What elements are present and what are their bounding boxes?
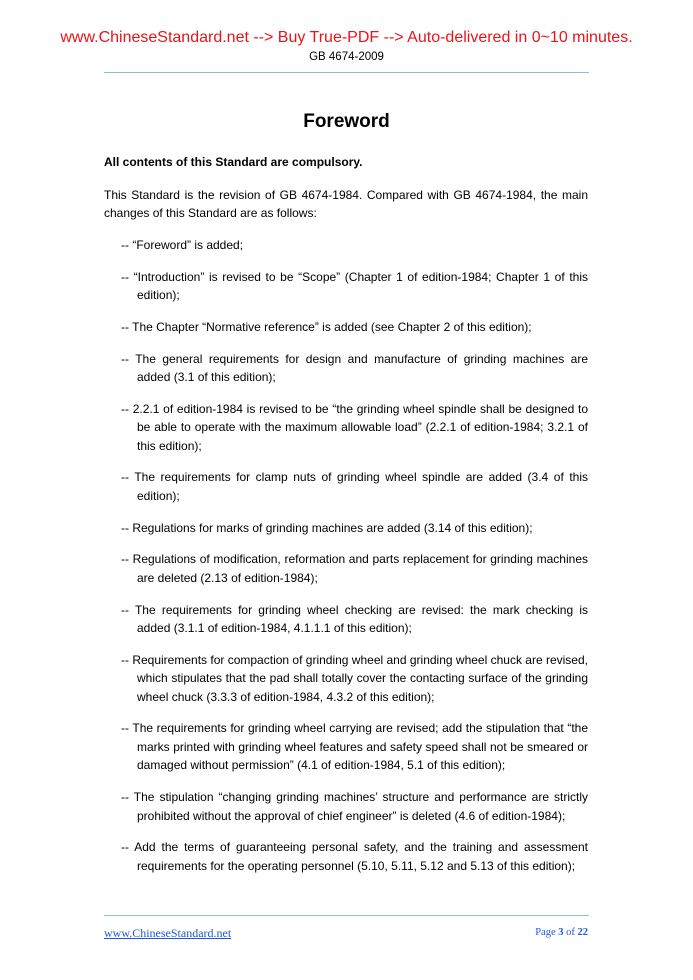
change-item: -- The requirements for grinding wheel carrying are revised; add the stipulation that “the marks printed with grinding wheel features and safety speed shall not be smeared or damaged without permission” (4.1 of edition-1984, 5.1 of this edition); xyxy=(121,721,588,773)
change-item: -- Requirements for compaction of grinding wheel and grinding wheel chuck are revised, which stipulates that the pad shall totally cover the contacting surface of the grinding wheel chuck (3.3.3 of edition-1984, 4.3.2 of this edition); xyxy=(121,652,588,704)
change-item: -- The requirements for grinding wheel checking are revised: the mark checking is added (3.1.1 of edition-1984, 4.1.1.1 of this edition); xyxy=(121,602,588,635)
change-item: -- “Foreword” is added; xyxy=(121,238,244,252)
intro-paragraph: This Standard is the revision of GB 4674-1984. Compared with GB 4674-1984, the main changes of this Standard are as follows: xyxy=(104,187,588,220)
footer-website-link[interactable]: www.ChineseStandard.net xyxy=(104,926,232,940)
change-item: -- The stipulation “changing grinding machines’ structure and performance are strictly prohibited without the approval of chief engineer” is deleted (4.6 of edition-1984); xyxy=(121,790,588,823)
change-item: -- Add the terms of guaranteeing personal safety, and the training and assessment requirements for the operating personnel (5.10, 5.11, 5.12 and 5.13 of this edition); xyxy=(121,840,588,873)
page-title: Foreword xyxy=(303,111,390,132)
change-item: -- Regulations of modification, reformation and parts replacement for grinding machines are deleted (2.13 of edition-1984); xyxy=(121,552,588,585)
foreword-body xyxy=(104,153,588,888)
page-current: 3 xyxy=(558,927,564,938)
compulsory-statement: All contents of this Standard are compulsory. xyxy=(104,155,363,169)
page-total: 22 xyxy=(577,927,588,938)
header-divider xyxy=(104,72,589,73)
page-word: Page xyxy=(535,927,556,938)
change-item: -- The general requirements for design and manufacture of grinding machines are added (3.1 of this edition); xyxy=(121,351,588,385)
page-of: of xyxy=(566,927,575,938)
header-banner[interactable]: www.ChineseStandard.net --> Buy True-PDF --> Auto-delivered in 0~10 minutes. xyxy=(60,29,633,46)
change-item: -- Regulations for marks of grinding machines are added (3.14 of this edition); xyxy=(121,520,533,535)
footer-divider xyxy=(104,915,589,916)
change-item: -- “Introduction” is revised to be “Scope” (Chapter 1 of edition-1984; Chapter 1 of this edition); xyxy=(121,269,588,303)
change-item: -- 2.2.1 of edition-1984 is revised to be “the grinding wheel spindle shall be designed to be able to operate with the maximum allowable load” (2.2.1 of edition-1984; 3.2.1 of this edition); xyxy=(121,401,588,453)
change-item: -- The requirements for clamp nuts of grinding wheel spindle are added (3.4 of this edition); xyxy=(121,470,588,503)
change-item: -- The Chapter “Normative reference” is added (see Chapter 2 of this edition); xyxy=(121,319,532,334)
page-indicator xyxy=(535,927,588,938)
standard-number: GB 4674-2009 xyxy=(309,51,384,63)
